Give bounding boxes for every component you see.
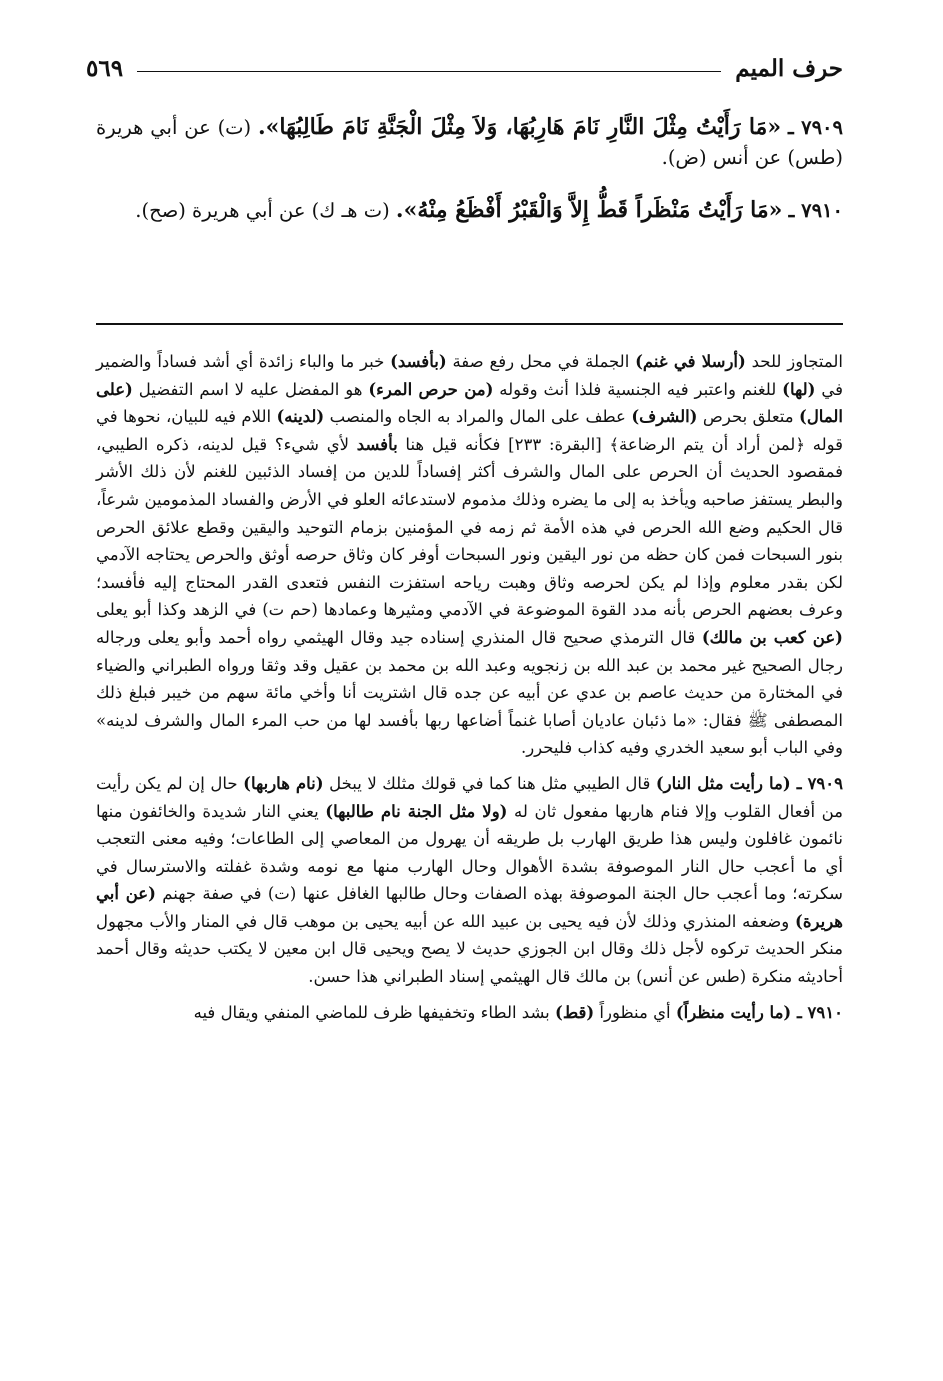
commentary-term: (عن كعب بن مالك) — [701, 627, 843, 647]
chapter-title: حرف الميم — [735, 54, 843, 82]
commentary-term: (ما رأيت منظراً) — [675, 1002, 792, 1022]
commentary-term: (عن أبي هريرة) — [96, 884, 843, 931]
commentary-text: وضعفه المنذري وذلك لأن فيه يحيى بن عبيد الله عن أبيه يحيى بن موهب قال في المنار والأب مجهول منكر الحديث تركوه لأجل ذلك وقال ابن الجوزي حديث لا يصح ويحيى قال ابن معين لا يكتب حديثه وقال أحمد أحاديثه منكرة (طس عن أنس) بن مالك قال الهيثمي إسناد الطبراني هذا حسن. — [96, 911, 843, 987]
commentary-term: (لها) — [782, 379, 816, 399]
commentary-text: بشد الطاء وتخفيفها ظرف للماضي المنفي ويقال فيه — [193, 1002, 556, 1022]
hadith-entry-7909 — [96, 112, 843, 173]
section-divider — [96, 323, 843, 325]
commentary-term: (ما رأيت مثل النار) — [655, 773, 791, 793]
hadith-number: ٧٩٠٩ ـ — [787, 116, 844, 139]
commentary-section — [96, 348, 843, 1034]
commentary-text: هو المفضل عليه لا اسم التفضيل — [132, 379, 369, 399]
commentary-text: حال إن لم يكن رأيت من أفعال القلوب وإلا فنام هاربها مفعول ثان له — [96, 773, 843, 821]
commentary-term: (نام هاربها) — [243, 773, 324, 793]
commentary-term: (لدينه) — [276, 407, 325, 427]
commentary-term: بأفسد — [356, 434, 398, 454]
hadith-number: ٧٩١٠ ـ — [788, 199, 843, 222]
hadith-source: (ت) عن أبي هريرة (طس) عن أنس (ض). — [96, 116, 843, 169]
page-number: ٥٦٩ — [86, 54, 124, 82]
commentary-text: قال الطيبي مثل هنا كما في قولك مثلك لا يبخل — [323, 773, 656, 793]
commentary-paragraph-7910 — [96, 999, 843, 1027]
hadith-source: (ت هـ ك) عن أبي هريرة (صح). — [135, 199, 390, 222]
commentary-text: أي منظوراً — [594, 1002, 676, 1022]
commentary-paragraph-7909 — [96, 770, 843, 991]
commentary-paragraph-1 — [96, 348, 843, 762]
commentary-term: (ولا مثل الجنة نام طالبها) — [325, 801, 508, 821]
commentary-text: لأي شيء؟ قيل لدينه، ذكره الطيبي، فمقصود الحديث أن الحرص على المال والشرف أكثر إفساداً للدين من إفساد الذئبين للغنم لأن ذلك الأشر والبطر يستفز صاحبه ويأخذ به إلى ما يضره وذلك مذموم لاستدعائه العلو في الأرض والفساد المذمومين شرعاً، قال الحكيم وضع الله الحرص في هذه الأمة ثم زمه في المؤمنين بزمام التوحيد واليقين وقطع علائق الحرص بنور السبحات فمن كان حظه من نور اليقين ونور السبحات أوفر كان وثاق حرصه أوثق والحرص يحتاجه الآدمي لكن بقدر معلوم وإذا لم يكن لحرصه وثاق وهبت رياحه استفزت النفس فتعدى القدر المحتاج إليه فأفسد؛ وعرف بعضهم الحرص بأنه مدد القوة الموضوعة في الآدمي ومثيرها وعمادها (حم ت) في الزهد وكذا أبو يعلى — [96, 434, 843, 620]
commentary-entry-number: ٧٩١٠ ـ — [791, 1002, 843, 1022]
commentary-term: (الشرف) — [631, 407, 698, 427]
commentary-text: الجملة في محل رفع صفة — [446, 352, 636, 371]
commentary-text: متعلق بحرص — [697, 407, 800, 427]
commentary-text: المتجاوز للحد — [745, 352, 843, 371]
commentary-text: اللام فيه للبيان، نحوها في قوله ﴿لمن أراد أن يتم الرضاعة﴾ [البقرة: ٢٣٣] فكأنه قيل هنا — [96, 407, 844, 454]
commentary-term: (قط) — [555, 1002, 595, 1022]
hadith-entry-7910 — [96, 195, 843, 226]
commentary-text: يعني النار شديدة والخائفون منها نائمون غافلون وليس هذا طريق الهارب بل طريقه أن يهرول من المعاصي إلى الطاعات؛ وفيه معنى التعجب أي ما أعجب حال النار الموصوفة بشدة الأهوال وحال الهارب منها مع نومه وشدة غفلته والاسترسال في سكرته؛ وما أعجب حال الجنة الموصوفة بهذه الصفات وحال طالبها الغافل عنها (ت) في صفة جهنم — [96, 801, 843, 904]
commentary-term: (بأفسد) — [390, 352, 447, 371]
header-rule — [137, 71, 721, 72]
commentary-entry-number: ٧٩٠٩ ـ — [790, 773, 844, 793]
commentary-text: قال الترمذي صحيح قال المنذري إسناده جيد وقال الهيثمي رواه أحمد وأبو يعلى ورجاله رجال الصحيح غير محمد بن عبد الله بن زنجويه وعبد الله بن محمد بن عقيل وقد وثقا ورواه الطبراني والضياء في المختارة من حديث عاصم بن عدي عن أبيه عن جده قال اشتريت أنا وأخي مائة سهم من خيبر فبلغ ذلك المصطفى ﷺ فقال: «ما ذئبان عاديان أصابا غنماً أضاعها ربها بأفسد لها من حب المرء المال والشرف لدينه» وفي الباب أبو سعيد الخدري وفيه كذاب فليحرر. — [96, 627, 843, 758]
hadith-text: «مَا رَأَيْتُ مِثْلَ النَّارِ نَامَ هَارِبُهَا، وَلاَ مِثْلَ الْجَنَّةِ نَامَ طَالِبُهَا». — [258, 114, 782, 140]
commentary-text: خبر ما والباء زائدة أي أشد فساداً والضمير في — [96, 352, 843, 399]
commentary-text: للغنم واعتبر فيه الجنسية فلذا أنث وقوله — [493, 379, 783, 399]
hadith-text: «مَا رَأَيْتُ مَنْظَراً قَطُّ إِلاَّ وَالْقَبْرُ أَفْظَعُ مِنْهُ». — [395, 197, 783, 223]
hadith-section — [96, 112, 843, 248]
commentary-text: عطف على المال والمراد به الجاه والمنصب — [324, 407, 632, 427]
running-header — [86, 48, 843, 88]
commentary-term: (على المال) — [96, 379, 843, 427]
commentary-term: (من حرص المرء) — [368, 379, 494, 399]
commentary-term: (أرسلا في غنم) — [635, 352, 746, 371]
